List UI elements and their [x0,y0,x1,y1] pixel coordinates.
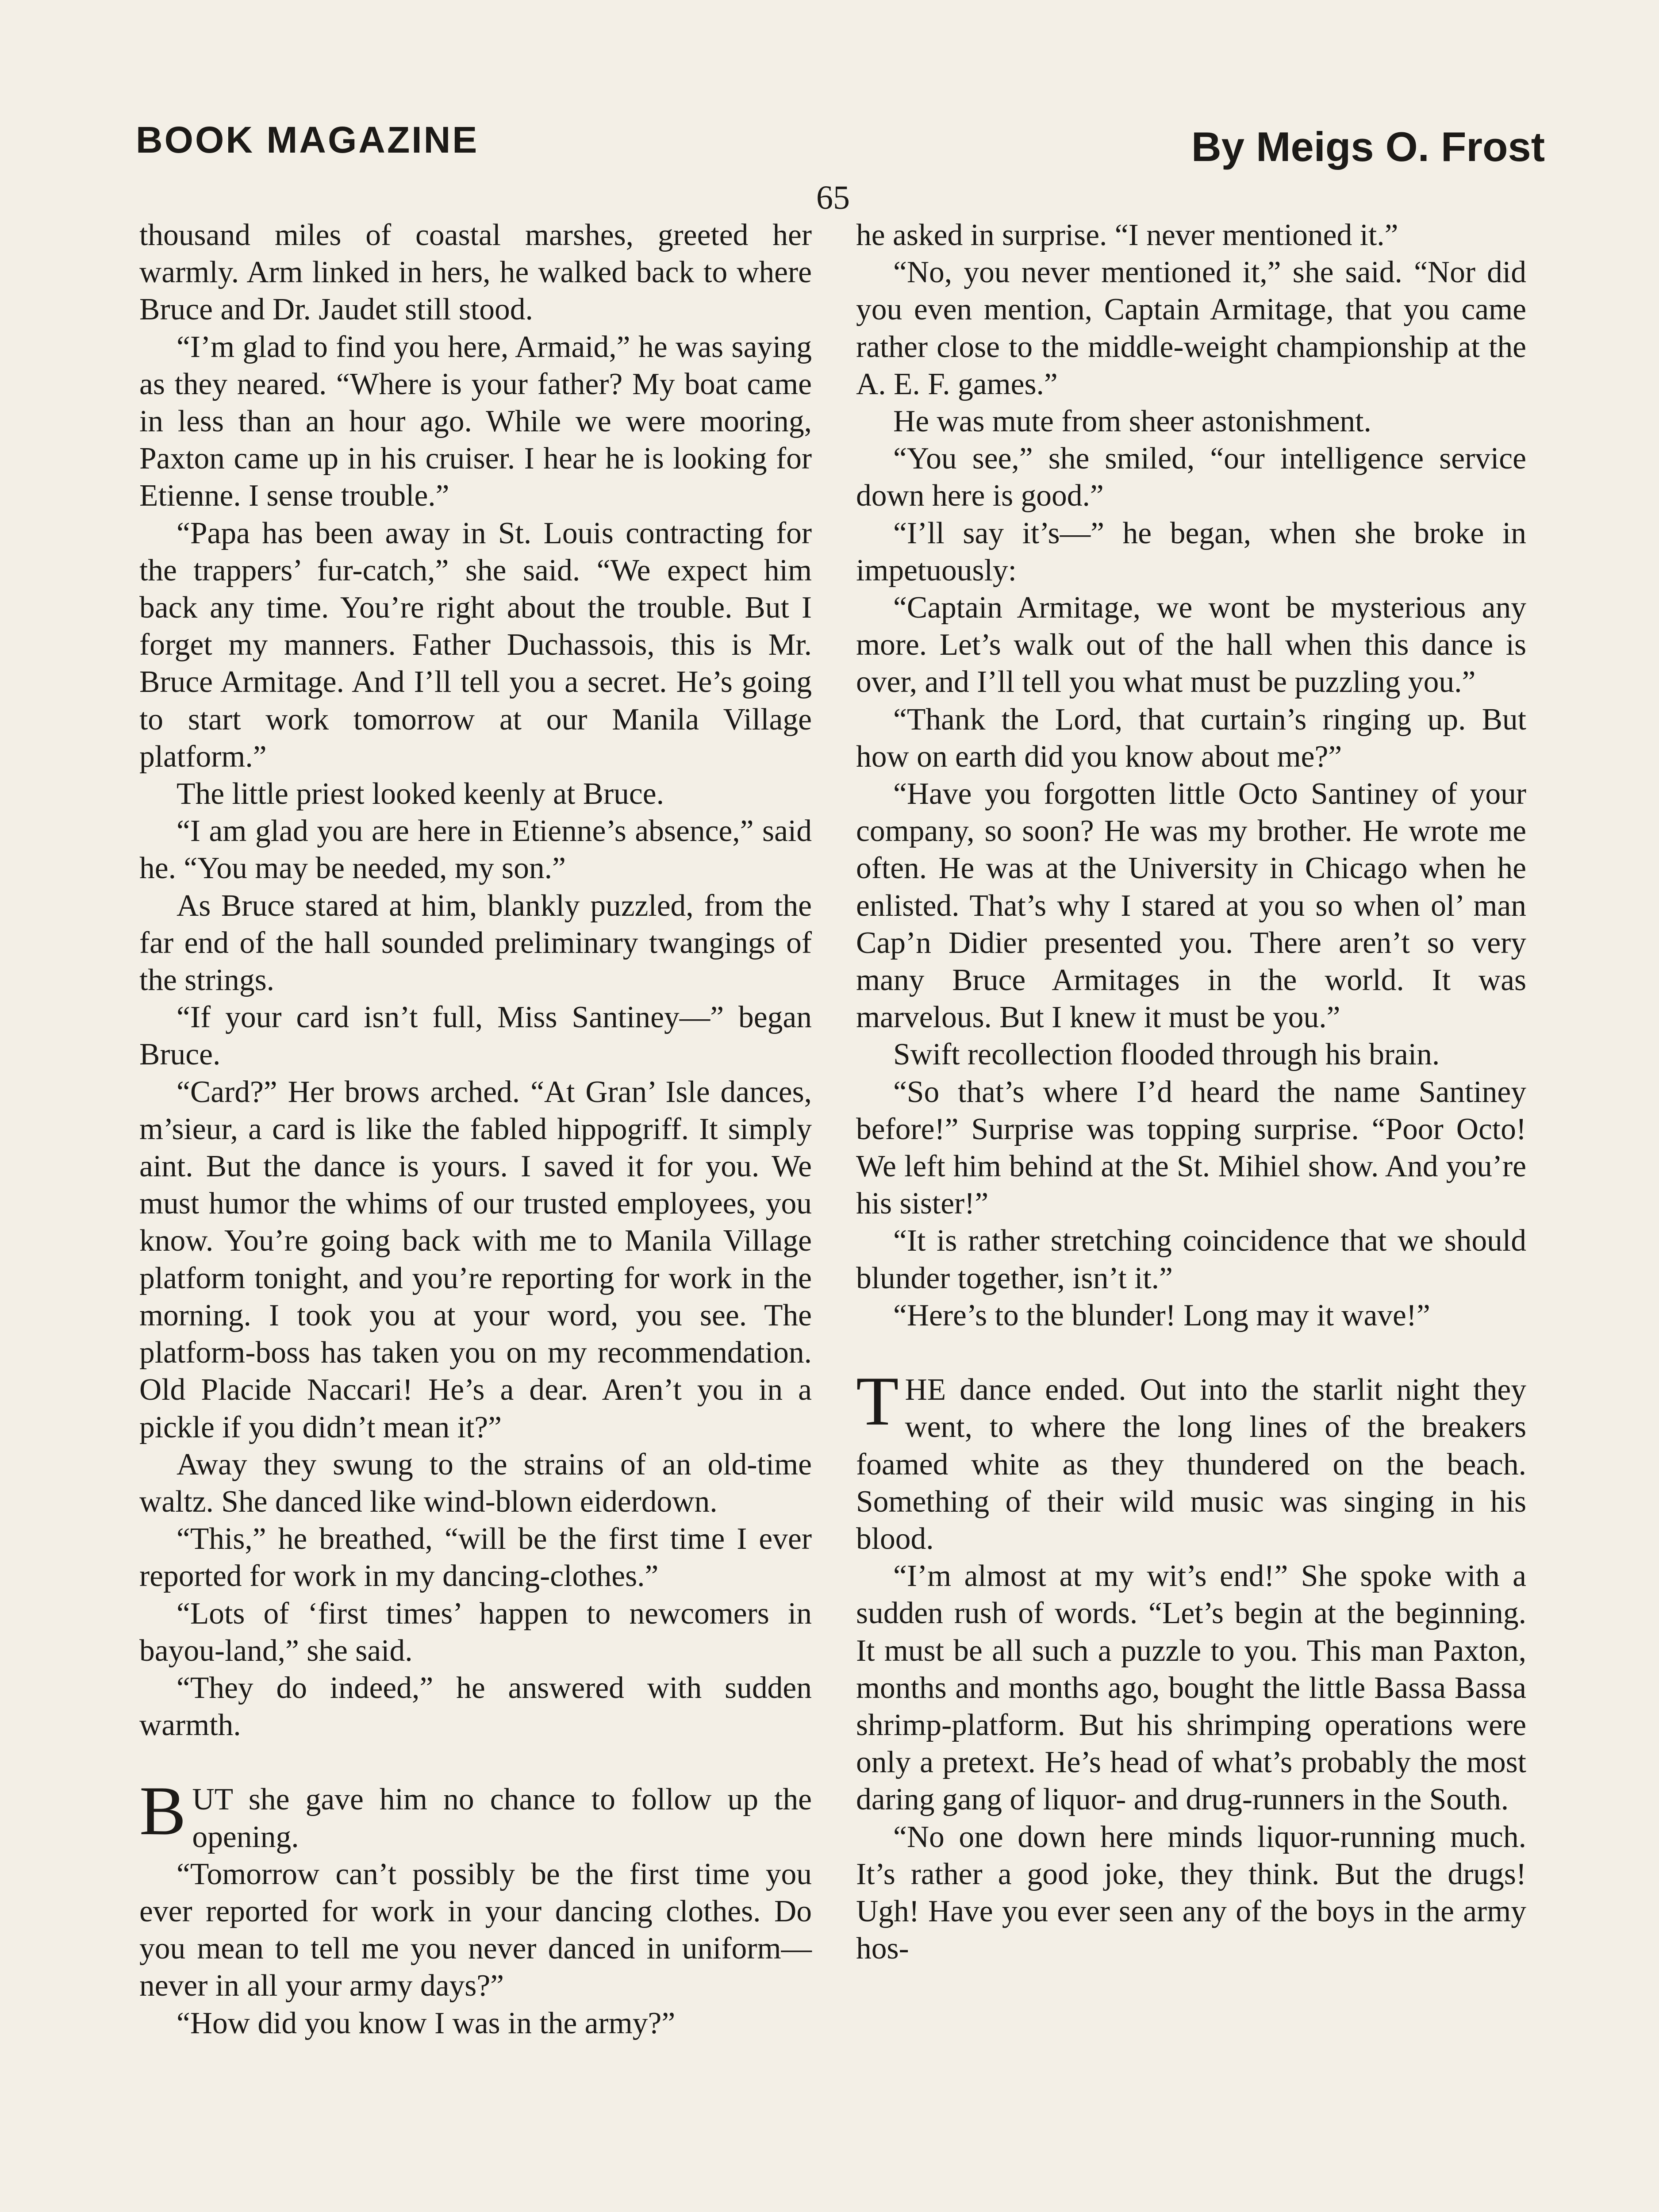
section-opening [139,1772,812,1855]
magazine-title: BOOK MAGAZINE [136,119,479,161]
paragraph: “I’ll say it’s—” he began, when she broke in impetuously: [856,516,1526,588]
paragraph: “Thank the Lord, that curtain’s ringing up. But how on earth did you know about me?” [856,702,1526,774]
paragraph: “Here’s to the blunder! Long may it wave!” [893,1298,1430,1333]
section-first-text: HE dance ended. Out into the starlit night they went, to where the long lines of the breakers foamed white as they thundered on the beach. Something of their wild music was singing in his blood. [856,1373,1526,1556]
paragraph: “Captain Armitage, we wont be mysterious any more. Let’s walk out of the hall when this dance is over, and I’ll tell you what must be puzzling you.” [856,591,1526,699]
paragraph: “If your card isn’t full, Miss Santiney—” began Bruce. [139,1000,812,1072]
paragraph: “Have you forgotten little Octo Santiney of your company, so soon? He was my brother. He wrote me often. He was at the University in Chicago when he enlisted. That’s why I stared at you so when ol’ man Cap’n Didier presented you. There aren’t so very many Bruce Armitages in the world. It was marvelous. But I knew it must be you.” [856,777,1526,1035]
paragraph: “You see,” she smiled, “our intelligence service down here is good.” [856,442,1526,513]
paragraph: thousand miles of coastal marshes, greeted her warmly. Arm linked in hers, he walked back to where Bruce and Dr. Jaudet still stood. [139,218,812,327]
paragraph: “It is rather stretching coincidence that we should blunder together, isn’t it.” [856,1224,1526,1295]
paragraph: He was mute from sheer astonishment. [893,404,1371,439]
paragraph: “I’m almost at my wit’s end!” She spoke with a sudden rush of words. “Let’s begin at the beginning. It must be all such a puzzle to you. This man Paxton, months and months ago, bought the little Bassa Bassa shrimp-platform. But his shrimping operations were only a pretext. He’s head of what’s probably the most daring gang of liquor- and drug-runners in the South. [856,1559,1526,1817]
paragraph: “Tomorrow can’t possibly be the first time you ever reported for work in your dancing clothes. Do you mean to tell me you never danced in uniform—never in all your army days?” [139,1857,812,2003]
paragraph: “No, you never mentioned it,” she said. “Nor did you even mention, Captain Armitage, that you came rather close to the middle-weight championship at the A. E. F. games.” [856,255,1526,401]
left-column [139,217,812,2042]
paragraph: Away they swung to the strains of an old-time waltz. She danced like wind-blown eiderdown. [139,1447,812,1519]
paragraph: The little priest looked keenly at Bruce. [177,777,664,811]
section-opening [856,1363,1526,1558]
paragraph: “No one down here minds liquor-running much. It’s rather a good joke, they think. But the drugs! Ugh! Have you ever seen any of the boys in the army hos- [856,1820,1526,1966]
paragraph: “Card?” Her brows arched. “At Gran’ Isle dances, m’sieur, a card is like the fabled hippogriff. It simply aint. But the dance is yours. I saved it for you. We must humor the whims of our trusted employees, you know. You’re going back with me to Manila Village platform tonight, and you’re reporting for work in the morning. I took you at your word, you see. The platform-boss has taken you on my recommendation. Old Placide Naccari! He’s a dear. Aren’t you in a pickle if you didn’t mean it?” [139,1075,812,1444]
paragraph: “I am glad you are here in Etienne’s absence,” said he. “You may be needed, my son.” [139,814,812,886]
paragraph: “This,” he breathed, “will be the first time I ever reported for work in my dancing-clothes.” [139,1522,812,1594]
paragraph: “How did you know I was in the army?” [177,2006,676,2040]
paragraph: “They do indeed,” he answered with sudden warmth. [139,1671,812,1743]
paragraph: “So that’s where I’d heard the name Santiney before!” Surprise was topping surprise. “Poor Octo! We left him behind at the St. Mihiel show. And you’re his sister!” [856,1075,1526,1221]
page-number: 65 [816,179,850,216]
drop-cap: B [139,1772,186,1850]
section-first-text: UT she gave him no chance to follow up the opening. [192,1782,812,1854]
paragraph: As Bruce stared at him, blankly puzzled, from the far end of the hall sounded preliminary twangings of the strings. [139,888,812,998]
paragraph: Swift recollection flooded through his brain. [893,1037,1440,1072]
right-column [856,217,1526,1967]
drop-cap: T [856,1363,899,1440]
paragraph: he asked in surprise. “I never mentioned it.” [856,218,1398,252]
author-byline: By Meigs O. Frost [1191,123,1545,170]
paragraph: “I’m glad to find you here, Armaid,” he was saying as they neared. “Where is your father? My boat came in less than an hour ago. While we were mooring, Paxton came up in his cruiser. I hear he is looking for Etienne. I sense trouble.” [139,330,812,513]
paragraph: “Lots of ‘first times’ happen to newcomers in bayou-land,” she said. [139,1596,812,1668]
paragraph: “Papa has been away in St. Louis contracting for the trappers’ fur-catch,” she said. “We expect him back any time. You’re right about the trouble. But I forget my manners. Father Duchassois, this is Mr. Bruce Armitage. And I’ll tell you a secret. He’s going to start work tomorrow at our Manila Village platform.” [139,516,812,774]
